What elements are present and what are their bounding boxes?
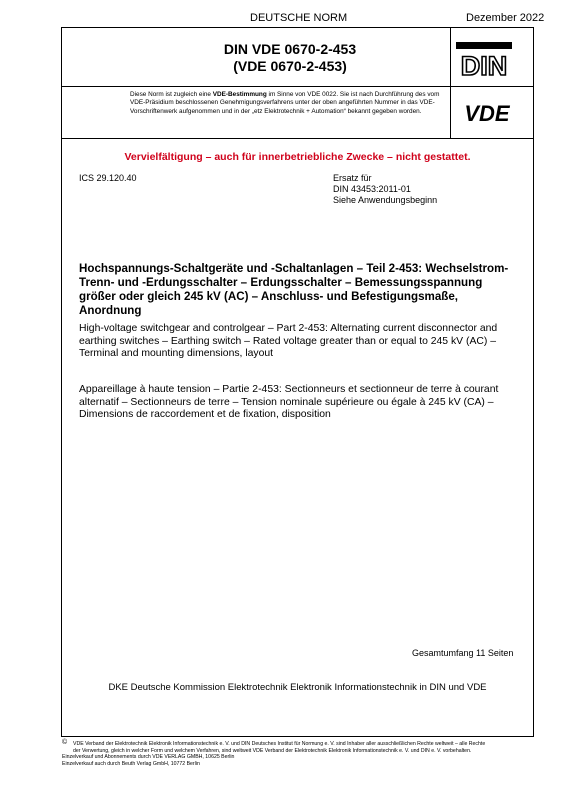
ics-code: ICS 29.120.40 xyxy=(79,173,137,183)
divider xyxy=(62,86,533,87)
sales-beuth: Einzelverkauf auch durch Beuth Verlag GmbH, 10772 Berlin xyxy=(62,760,200,767)
din-logo-text: DIN xyxy=(460,51,508,81)
title-german: Hochspannungs-Schaltgeräte und -Schaltanlagen – Teil 2-453: Wechselstrom-Trenn- und -Erdungsschalter – Erdungsschalter – Bemessungsspannung größer oder gleich 245 kV (AC) – Anschluss- und Befestigungsmaße, Anordnung xyxy=(79,262,509,317)
replacement-info xyxy=(333,173,437,206)
replaced-standard: DIN 43453:2011-01 xyxy=(333,184,411,194)
standard-classification: (VDE 0670-2-453) xyxy=(233,58,347,74)
vde-note-text: Diese Norm ist zugleich eine xyxy=(130,91,213,98)
copyright-symbol: © xyxy=(62,739,68,746)
reproduction-warning: Vervielfältigung – auch für innerbetriebliche Zwecke – nicht gestattet. xyxy=(124,151,471,163)
vde-note-text: im Sinne von VDE 0022. Sie ist nach Durchführung des vom VDE-Präsidium beschlossenen Genehmigungsverfahrens unter der oben angeführten Nummer in das VDE-Vorschriftenwerk aufgenommen und in der „etz Elektrotechnik + Automation“ bekannt gegeben worden. xyxy=(130,91,440,115)
application-note: Siehe Anwendungsbeginn xyxy=(333,195,438,205)
vde-logo xyxy=(452,100,522,124)
standard-number: DIN VDE 0670-2-453 xyxy=(223,41,357,57)
copyright-block xyxy=(62,741,492,754)
document-series: DEUTSCHE NORM xyxy=(250,12,348,24)
vde-logo-text: VDE xyxy=(464,101,510,124)
divider xyxy=(62,138,533,139)
copyright-text: VDE Verband der Elektrotechnik Elektronik Informationstechnik e. V. und DIN Deutsches Institut für Normung e. V. sind Inhaber aller ausschließlichen Rechte weltweit – alle Rechte der Verwertung, gleich in welcher Form und welchem Verfahren, sind weltweit VDE Verband der Elektrotechnik Elektronik Informationstechnik e. V. und DIN e. V. vorbehalten. xyxy=(73,741,486,754)
replacement-label: Ersatz für xyxy=(333,173,372,183)
standard-number-block xyxy=(160,41,420,75)
title-english: High-voltage switchgear and controlgear – Part 2-453: Alternating current disconnector and earthing switches – Earthing switch – Rated voltage greater than or equal to 245 kV (AC) – Terminal and mounting dimensions, layout xyxy=(79,323,498,360)
publication-date: Dezember 2022 xyxy=(466,12,545,24)
copyright-footer xyxy=(62,741,492,767)
divider xyxy=(450,28,451,138)
sales-vde: Einzelverkauf und Abonnements durch VDE VERLAG GMBH, 10625 Berlin xyxy=(62,754,235,761)
title-french: Appareillage à haute tension – Partie 2-453: Sectionneurs et sectionneur de terre à courant alternatif – Sectionneurs de terre – Tension nominale supérieure ou égale à 245 kV (CA) – Dimensions de raccordement et de fixation, disposition xyxy=(79,384,499,421)
total-pages: Gesamtumfang 11 Seiten xyxy=(412,648,514,658)
cover-frame xyxy=(61,27,534,737)
vde-note-emphasis: VDE-Bestimmung xyxy=(212,91,267,98)
vde-note xyxy=(130,91,442,116)
din-logo xyxy=(455,41,513,81)
committee-line: DKE Deutsche Kommission Elektrotechnik Elektronik Informationstechnik in DIN und VDE xyxy=(108,682,487,693)
